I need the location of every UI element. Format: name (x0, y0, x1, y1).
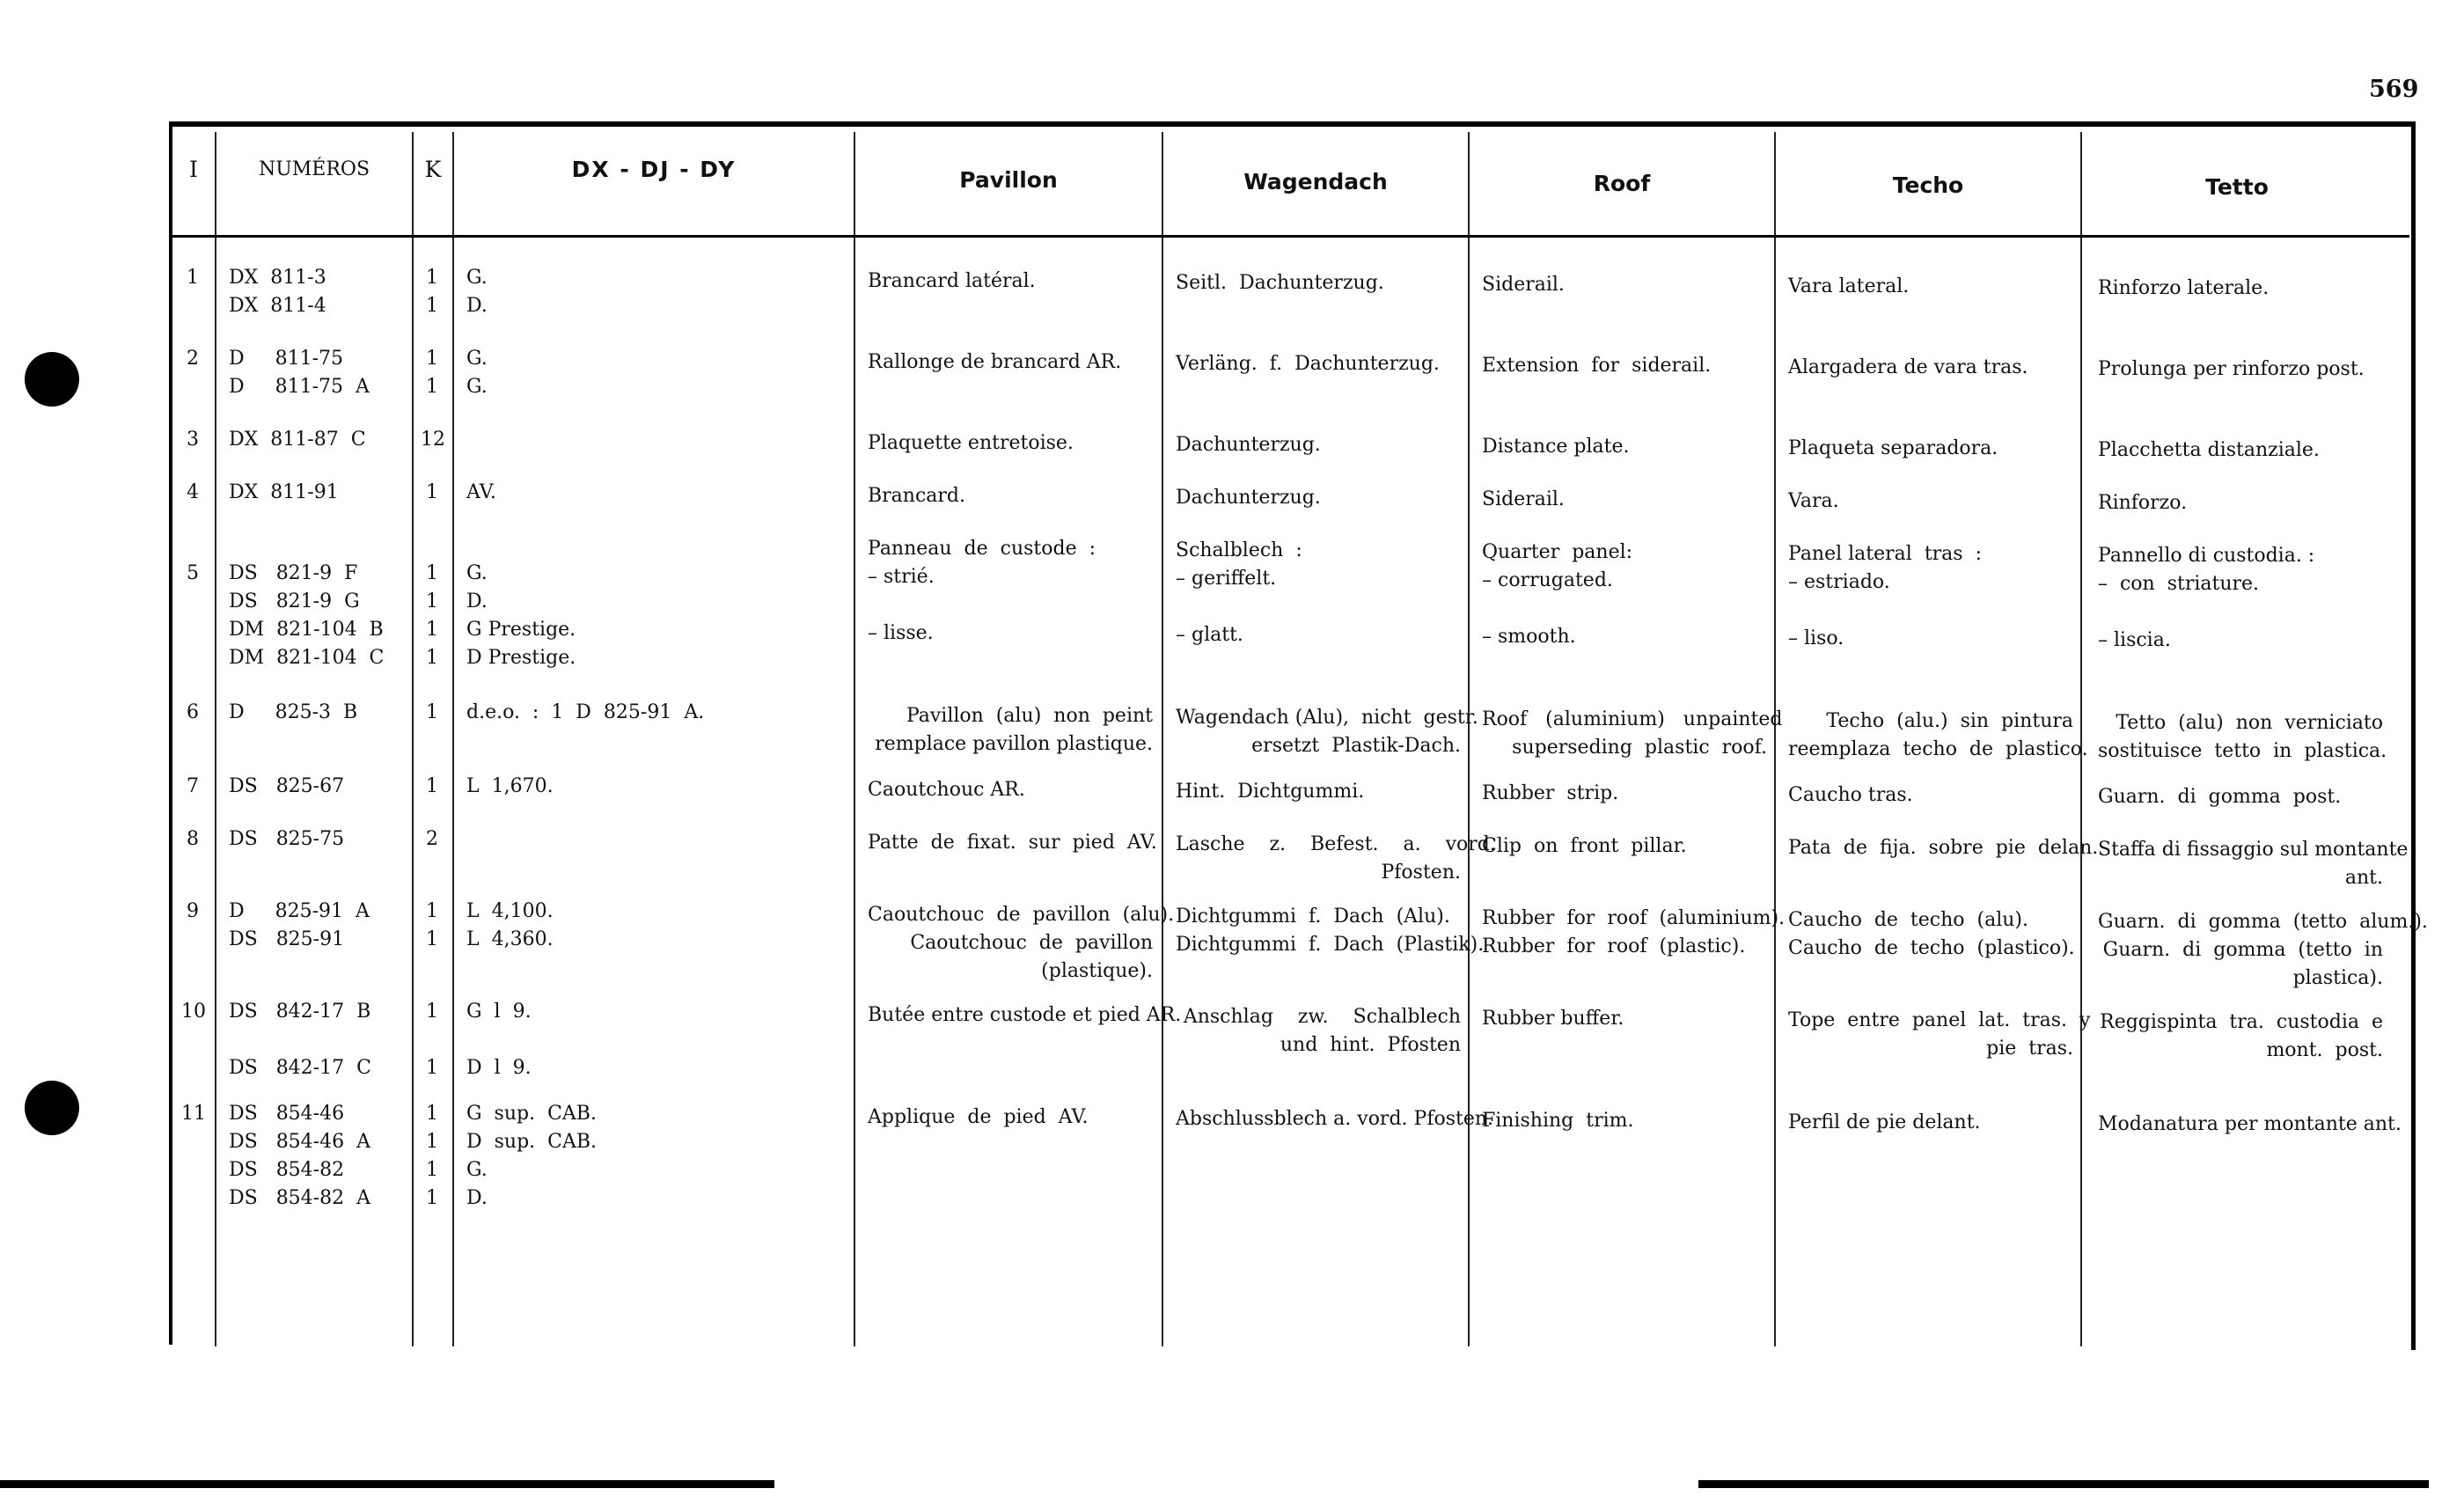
desc-es: Caucho de techo (alu). Caucho de techo (plastico). (1788, 909, 2075, 959)
desc-de: Seitl. Dachunterzug. (1176, 272, 1384, 294)
desc-fr: Patte de fixat. sur pied AV. (868, 832, 1157, 854)
desc-de: Lasche z. Befest. a. vord. Pfosten. (1176, 833, 1496, 884)
model-note: G l 9. D l 9. (466, 1001, 532, 1079)
desc-es: Tope entre panel lat. tras. y pie tras. (1788, 1009, 2091, 1060)
quantity: 2 (426, 828, 438, 850)
part-number: DX 811-3 DX 811-4 (229, 267, 326, 317)
part-number: DS 842-17 B DS 842-17 C (229, 1001, 371, 1079)
desc-it: Pannello di custodia. : – con striature. – liscia. (2098, 545, 2315, 651)
header-models: DX - DJ - DY (571, 157, 737, 182)
quantity: 1 1 1 1 (426, 562, 438, 669)
model-note: d.e.o. : 1 D 825-91 A. (466, 701, 705, 723)
quantity: 1 1 (426, 1001, 438, 1079)
desc-fr: Brancard latéral. (868, 270, 1036, 292)
desc-it: Placchetta distanziale. (2098, 439, 2320, 461)
desc-it: Prolunga per rinforzo post. (2098, 358, 2365, 380)
part-number: DS 854-46 DS 854-46 A DS 854-82 DS 854-82 A (229, 1103, 370, 1209)
row-index: 11 (181, 1103, 206, 1125)
desc-es: Vara. (1788, 490, 1839, 512)
part-number: DX 811-91 (229, 481, 339, 503)
punch-hole-bottom (25, 1081, 79, 1135)
quantity: 12 (421, 429, 445, 451)
desc-it: Rinforzo. (2098, 492, 2188, 514)
desc-fr: Rallonge de brancard AR. (868, 351, 1122, 373)
row-index: 7 (187, 775, 199, 797)
part-number: DS 825-75 (229, 828, 345, 850)
row-index: 10 (181, 1001, 206, 1023)
column-divider (1468, 132, 1470, 1346)
part-number: D 825-3 B (229, 701, 358, 723)
row-index: 1 (187, 267, 199, 289)
header-it: Tetto (2205, 174, 2269, 200)
column-divider (215, 132, 216, 1346)
quantity: 1 1 1 1 (426, 1103, 438, 1209)
row-index: 8 (187, 828, 199, 850)
table-left-border (169, 121, 172, 1345)
header-fr: Pavillon (959, 167, 1058, 193)
desc-de: Dichtgummi f. Dach (Alu). Dichtgummi f. Dach (Plastik). (1176, 906, 1485, 956)
desc-fr: Panneau de custode : – strié. – lisse. (868, 538, 1096, 644)
desc-fr: Caoutchouc AR. (868, 779, 1025, 801)
header-index: I (189, 157, 198, 182)
desc-es: Perfil de pie delant. (1788, 1111, 1981, 1133)
model-note: G. G. (466, 348, 488, 398)
desc-fr: Butée entre custode et pied AR. (868, 1004, 1182, 1026)
column-divider (854, 132, 855, 1346)
desc-es: Alargadera de vara tras. (1788, 356, 2028, 378)
desc-fr: Pavillon (alu) non peint remplace pavillon plastique. (875, 705, 1153, 755)
desc-es: Techo (alu.) sin pintura reemplaza techo de plastico. (1788, 710, 2088, 760)
desc-fr: Caoutchouc de pavillon (alu). Caoutchouc de pavillon (plastique). (868, 904, 1175, 982)
header-k: K (424, 157, 442, 182)
desc-en: Clip on front pillar. (1482, 835, 1687, 857)
row-index: 4 (187, 481, 199, 503)
desc-en: Rubber strip. (1482, 782, 1619, 804)
header-en: Roof (1593, 171, 1651, 196)
desc-it: Staffa di fissaggio sul montante ant. (2098, 839, 2409, 889)
row-index: 2 (187, 348, 199, 370)
desc-de: Anschlag zw. Schalblech und hint. Pfosten (1183, 1006, 1461, 1056)
desc-en: Distance plate. (1482, 436, 1630, 458)
bottom-rule (0, 1480, 774, 1488)
desc-es: Caucho tras. (1788, 784, 1913, 806)
quantity: 1 1 (426, 348, 438, 398)
model-note: L 4,100. L 4,360. (466, 900, 554, 950)
row-index: 5 (187, 562, 199, 584)
desc-es: Plaqueta separadora. (1788, 437, 1998, 459)
desc-de: Hint. Dichtgummi. (1176, 781, 1365, 803)
model-note: L 1,670. (466, 775, 554, 797)
quantity: 1 1 (426, 267, 438, 317)
desc-de: Dachunterzug. (1176, 487, 1321, 509)
part-number: DS 821-9 F DS 821-9 G DM 821-104 B DM 821-104 C (229, 562, 385, 669)
desc-fr: Brancard. (868, 485, 965, 507)
column-divider (1162, 132, 1163, 1346)
desc-it: Modanatura per montante ant. (2098, 1113, 2402, 1135)
desc-it: Reggispinta tra. custodia e mont. post. (2100, 1011, 2383, 1061)
column-divider (412, 132, 414, 1346)
desc-en: Siderail. (1482, 488, 1565, 510)
part-number: DX 811-87 C (229, 429, 366, 451)
quantity: 1 (426, 701, 438, 723)
desc-en: Roof (aluminium) unpainted superseding plastic roof. (1482, 708, 1783, 759)
desc-it: Rinforzo laterale. (2098, 277, 2270, 299)
desc-es: Vara lateral. (1788, 275, 1910, 297)
desc-en: Siderail. (1482, 274, 1565, 296)
quantity: 1 (426, 775, 438, 797)
desc-es: Panel lateral tras : – estriado. – liso. (1788, 543, 1982, 649)
header-es: Techo (1892, 172, 1964, 198)
desc-en: Quarter panel: – corrugated. – smooth. (1482, 541, 1633, 648)
desc-en: Rubber for roof (aluminium). Rubber for roof (plastic). (1482, 907, 1786, 957)
desc-de: Verläng. f. Dachunterzug. (1176, 353, 1440, 375)
desc-de: Wagendach (Alu), nicht gestr. ersetzt Plastik-Dach. (1176, 707, 1478, 757)
part-number: D 825-91 A DS 825-91 (229, 900, 370, 950)
header-numeros: NUMÉROS (258, 158, 370, 180)
page-number: 569 (2369, 76, 2419, 103)
column-divider (452, 132, 454, 1346)
desc-it: Tetto (alu) non verniciato sostituisce tetto in plastica. (2098, 712, 2387, 762)
punch-hole-top (25, 352, 79, 407)
desc-fr: Applique de pied AV. (868, 1106, 1089, 1128)
row-index: 6 (187, 701, 199, 723)
desc-it: Guarn. di gomma post. (2098, 786, 2342, 808)
column-divider (1774, 132, 1776, 1346)
model-note: G sup. CAB. D sup. CAB. G. D. (466, 1103, 598, 1209)
desc-it: Guarn. di gomma (tetto alum.). Guarn. di gomma (tetto in plastica). (2098, 911, 2428, 989)
row-index: 9 (187, 900, 199, 922)
desc-en: Finishing trim. (1482, 1110, 1634, 1132)
desc-de: Schalblech : – geriffelt. – glatt. (1176, 539, 1302, 646)
model-note: G. D. (466, 267, 488, 317)
quantity: 1 1 (426, 900, 438, 950)
desc-en: Rubber buffer. (1482, 1008, 1624, 1030)
quantity: 1 (426, 481, 438, 503)
part-number: D 811-75 D 811-75 A (229, 348, 370, 398)
desc-de: Dachunterzug. (1176, 434, 1321, 456)
part-number: DS 825-67 (229, 775, 345, 797)
model-note: AV. (466, 481, 496, 503)
desc-fr: Plaquette entretoise. (868, 432, 1074, 454)
desc-en: Extension for siderail. (1482, 355, 1712, 377)
row-index: 3 (187, 429, 199, 451)
bottom-rule (1698, 1480, 2429, 1488)
header-rule (172, 235, 2409, 238)
header-de: Wagendach (1243, 169, 1388, 194)
desc-es: Pata de fija. sobre pie delan. (1788, 837, 2099, 859)
model-note: G. D. G Prestige. D Prestige. (466, 562, 576, 669)
desc-de: Abschlussblech a. vord. Pfosten. (1176, 1108, 1494, 1130)
